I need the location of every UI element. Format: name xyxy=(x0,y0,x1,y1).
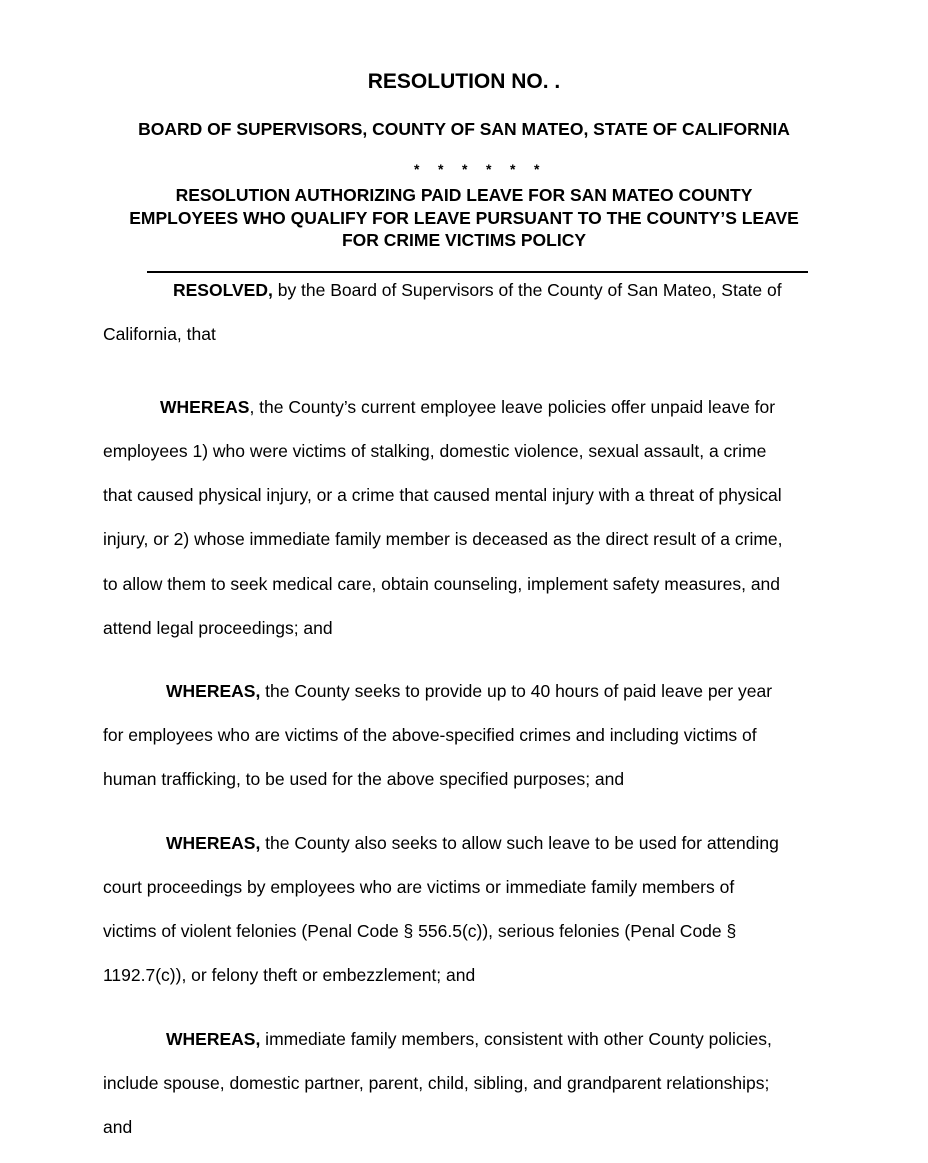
whereas-text: , the County’s current employee leave policies offer unpaid leave for xyxy=(249,397,776,417)
whereas-paragraph-line: attend legal proceedings; and xyxy=(103,618,333,638)
whereas-paragraph-line: include spouse, domestic partner, parent, child, sibling, and grandparent relationships; xyxy=(103,1073,770,1093)
whereas-keyword: WHEREAS, xyxy=(166,681,261,701)
whereas-paragraph-line: and xyxy=(103,1117,133,1137)
whereas-paragraph-line xyxy=(166,681,772,702)
star-separator xyxy=(414,161,558,177)
resolution-heading-line: RESOLUTION AUTHORIZING PAID LEAVE FOR SAN MATEO COUNTY xyxy=(175,185,753,205)
resolution-heading-line: FOR CRIME VICTIMS POLICY xyxy=(341,230,587,250)
whereas-keyword: WHEREAS xyxy=(160,397,250,417)
whereas-keyword: WHEREAS, xyxy=(166,833,261,853)
whereas-text: the County also seeks to allow such leave to be used for attending xyxy=(260,833,779,853)
whereas-paragraph-line xyxy=(166,833,779,854)
star: * xyxy=(462,161,468,177)
whereas-paragraph-line: injury, or 2) whose immediate family member is deceased as the direct result of a crime, xyxy=(103,529,783,549)
whereas-paragraph-line: that caused physical injury, or a crime that caused mental injury with a threat of physical xyxy=(103,485,782,505)
star: * xyxy=(510,161,516,177)
whereas-paragraph-line: for employees who are victims of the above-specified crimes and including victims of xyxy=(103,725,757,745)
whereas-paragraph-line xyxy=(160,397,775,418)
resolved-paragraph-line: California, that xyxy=(103,324,216,344)
whereas-paragraph-line: employees 1) who were victims of stalking, domestic violence, sexual assault, a crime xyxy=(103,441,767,461)
whereas-paragraph-line xyxy=(166,1029,772,1050)
whereas-paragraph-line: human trafficking, to be used for the above specified purposes; and xyxy=(103,769,625,789)
whereas-paragraph-line: to allow them to seek medical care, obtain counseling, implement safety measures, and xyxy=(103,574,781,594)
board-subtitle: BOARD OF SUPERVISORS, COUNTY OF SAN MATEO, STATE OF CALIFORNIA xyxy=(138,119,790,139)
whereas-paragraph-line: court proceedings by employees who are victims or immediate family members of xyxy=(103,877,735,897)
resolution-title: RESOLUTION NO. . xyxy=(367,70,561,93)
heading-divider xyxy=(147,271,808,273)
star: * xyxy=(486,161,492,177)
whereas-paragraph-line: 1192.7(c)), or felony theft or embezzlement; and xyxy=(103,965,476,985)
resolved-keyword: RESOLVED, xyxy=(173,280,273,300)
resolved-paragraph-line xyxy=(173,280,782,301)
whereas-text: immediate family members, consistent with other County policies, xyxy=(260,1029,772,1049)
whereas-paragraph-line: victims of violent felonies (Penal Code § 556.5(c)), serious felonies (Penal Code § xyxy=(103,921,737,941)
whereas-keyword: WHEREAS, xyxy=(166,1029,261,1049)
resolved-text: by the Board of Supervisors of the County of San Mateo, State of xyxy=(272,280,782,300)
star: * xyxy=(438,161,444,177)
whereas-text: the County seeks to provide up to 40 hours of paid leave per year xyxy=(260,681,773,701)
star: * xyxy=(414,161,420,177)
resolution-heading-line: EMPLOYEES WHO QUALIFY FOR LEAVE PURSUANT TO THE COUNTY’S LEAVE xyxy=(129,208,799,228)
star: * xyxy=(534,161,540,177)
